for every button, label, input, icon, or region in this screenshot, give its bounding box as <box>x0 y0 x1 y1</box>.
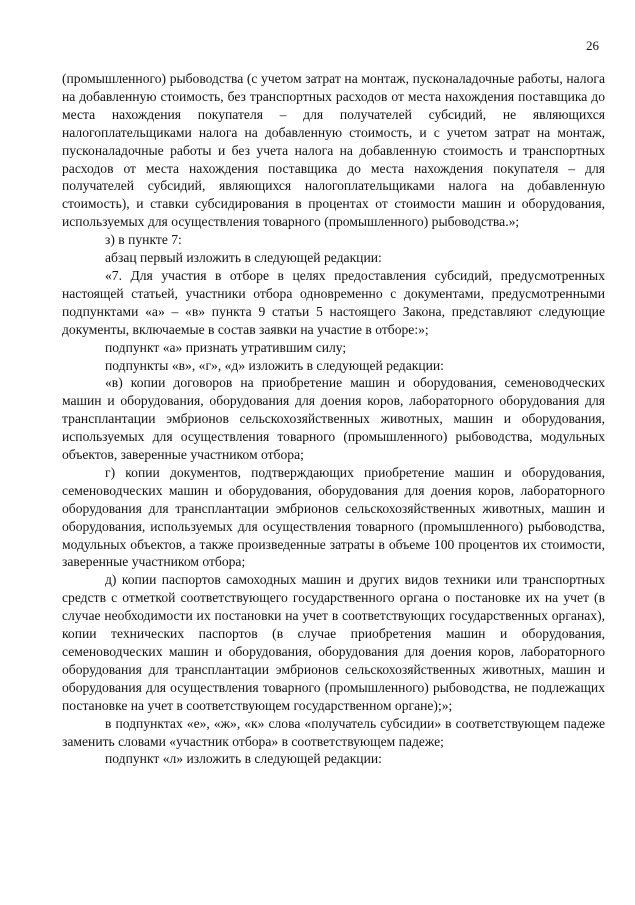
paragraph-continuation: (промышленного) рыбоводства (с учетом затрат на монтаж, пусконаладочные работы, налога на добавленную стоимость, без транспортных расходов от места нахождения поставщика до места нахождения покупателя – для получателей субсидий, не являющихся налогоплательщиками налога на добавленную стоимость, и с учетом затрат на монтаж, пусконаладочные работы и без учета налога на добавленную стоимость и транспортных расходов от места нахождения поставщика до места нахождения покупателя – для получателей субсидий, являющихся налогоплательщиками налога на добавленную стоимость), и ставки субсидирования в процентах от стоимости машин и оборудования, используемых для осуществления товарного (промышленного) рыбоводства.»; <box>62 71 605 230</box>
paragraph-clause-7: «7. Для участия в отборе в целях предоставления субсидий, предусмотренных настоящей статьей, участники отбора одновременно с документами, предусмотренными подпунктами «а» – «в» пункта 9 статьи 5 настоящего Закона, представляют следующие документы, включаемые в состав заявки на участие в отборе:»; <box>62 267 605 337</box>
paragraph-subitems-amend: подпункты «в», «г», «д» изложить в следующей редакции: <box>105 357 444 373</box>
paragraph-subitem-g: г) копии документов, подтверждающих приобретение машин и оборудования, семеноводческих машин и оборудования, оборудования для доения коров, лабораторного оборудования для трансплантации эмбрионов сельскохозяйственных животных, машин и оборудования, используемых для осуществления товарного (промышленного) рыбоводства, модульных объектов, а также произведенные затраты в объеме 100 процентов их стоимости, заверенные участником отбора; <box>62 464 605 570</box>
paragraph-subitem-l-amend: подпункт «л» изложить в следующей редакции: <box>105 751 382 767</box>
page-number: 26 <box>586 38 599 53</box>
paragraph-subitem-a-void: подпункт «а» признать утратившим силу; <box>105 339 347 355</box>
paragraph-subitem-v: «в) копии договоров на приобретение машин и оборудования, семеноводческих машин и оборудования, оборудования для доения коров, лабораторного оборудования для трансплантации эмбрионов сельскохозяйственных животных, машин и оборудования, используемых для осуществления товарного (промышленного) рыбоводства, модульных объектов, заверенные участником отбора; <box>62 375 605 463</box>
paragraph-subitems-replace: в подпунктах «е», «ж», «к» слова «получатель субсидии» в соответствующем падеже заменить словами «участник отбора» в соответствующем падеже; <box>62 715 605 749</box>
paragraph-item-z: з) в пункте 7: <box>105 232 182 248</box>
paragraph-amend-first-clause: абзац первый изложить в следующей редакции: <box>105 250 382 266</box>
document-body <box>62 70 605 768</box>
paragraph-subitem-d: д) копии паспортов самоходных машин и других видов техники или транспортных средств с отметкой соответствующего государственного органа о постановке их на учет (в случае необходимости их постановки на учет в соответствующих государственных органах), копии технических паспортов (в случае приобретения машин и оборудования, семеноводческих машин и оборудования, оборудования для доения коров, лабораторного оборудования для трансплантации эмбрионов сельскохозяйственных животных, машин и оборудования для осуществления товарного (промышленного) рыбоводства, не подлежащих постановке на учет в соответствующем государственном органе);»; <box>62 572 605 713</box>
